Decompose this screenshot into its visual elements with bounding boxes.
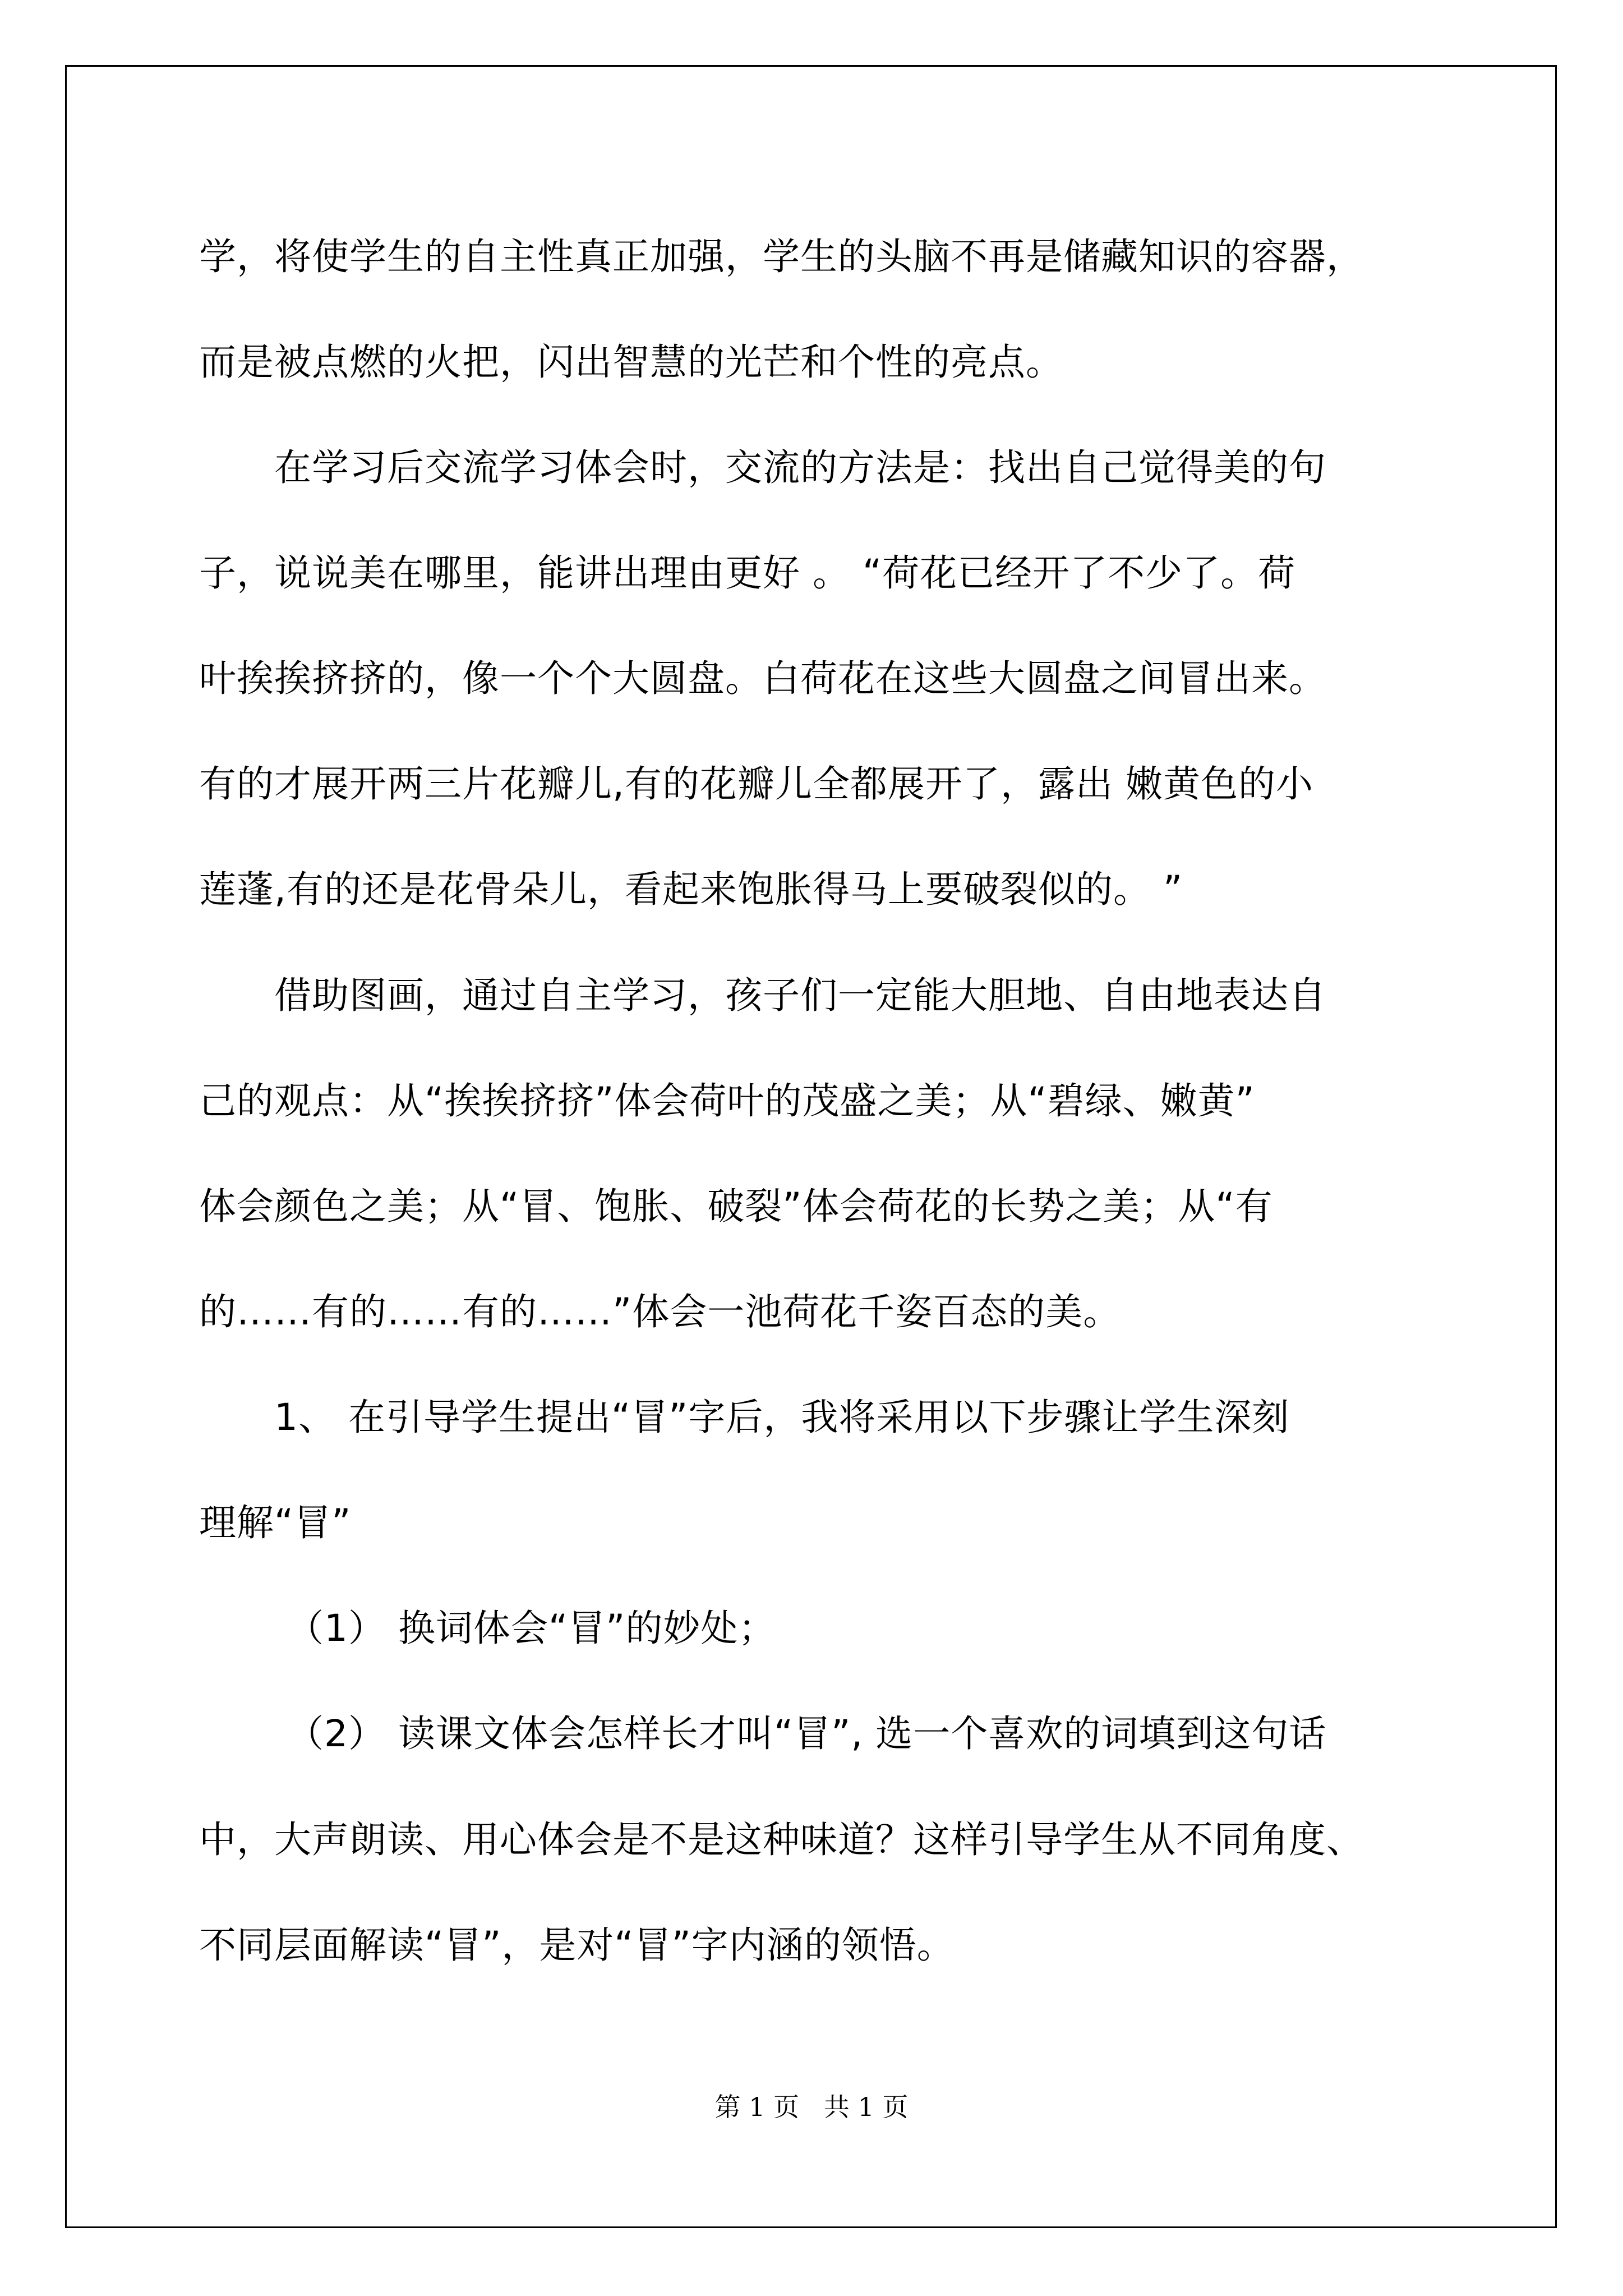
text-line: 体会颜色之美；从“冒、饱胀、破裂”体会荷花的长势之美；从“有	[199, 1185, 1273, 1228]
text-line: 1、 在引导学生提出“冒”字后，我将采用以下步骤让学生深刻	[199, 1396, 1290, 1439]
text-line: 己的观点：从“挨挨挤挤”体会荷叶的茂盛之美；从“碧绿、嫩黄”	[199, 1079, 1255, 1122]
text-line: 中，大声朗读、用心体会是不是这种味道？这样引导学生从不同角度、	[199, 1818, 1364, 1861]
text-line: 借助图画，通过自主学习，孩子们一定能大胆地、自由地表达自	[199, 974, 1326, 1017]
text-line: 理解“冒”	[199, 1501, 352, 1544]
text-line: 学，将使学生的自主性真正加强，学生的头脑不再是储藏知识的容器，	[199, 235, 1364, 278]
text-line: 有的才展开两三片花瓣儿,有的花瓣儿全都展开了，露出 嫩黄色的小	[199, 762, 1313, 806]
text-line: 的……有的……有的……”体会一池荷花千姿百态的美。	[199, 1290, 1121, 1333]
text-line: 叶挨挨挤挤的，像一个个大圆盘。白荷花在这些大圆盘之间冒出来。	[199, 657, 1326, 700]
page-border	[65, 65, 1557, 2228]
text-line: （2） 读课文体会怎样长才叫“冒”, 选一个喜欢的词填到这句话	[199, 1712, 1327, 1755]
text-line: 不同层面解读“冒”，是对“冒”字内涵的领悟。	[199, 1924, 955, 1967]
text-line: 而是被点燃的火把，闪出智慧的光芒和个性的亮点。	[199, 341, 1063, 384]
text-line: 在学习后交流学习体会时，交流的方法是：找出自己觉得美的句	[199, 446, 1326, 489]
text-line: 子，说说美在哪里，能讲出理由更好 。 “荷花已经开了不少了。荷	[199, 551, 1296, 595]
text-line: 莲蓬,有的还是花骨朵儿，看起来饱胀得马上要破裂似的。 ”	[199, 868, 1183, 911]
text-line: （1） 换词体会“冒”的妙处；	[199, 1607, 776, 1650]
page-number-footer: 第 1 页 共 1 页	[714, 2092, 909, 2122]
